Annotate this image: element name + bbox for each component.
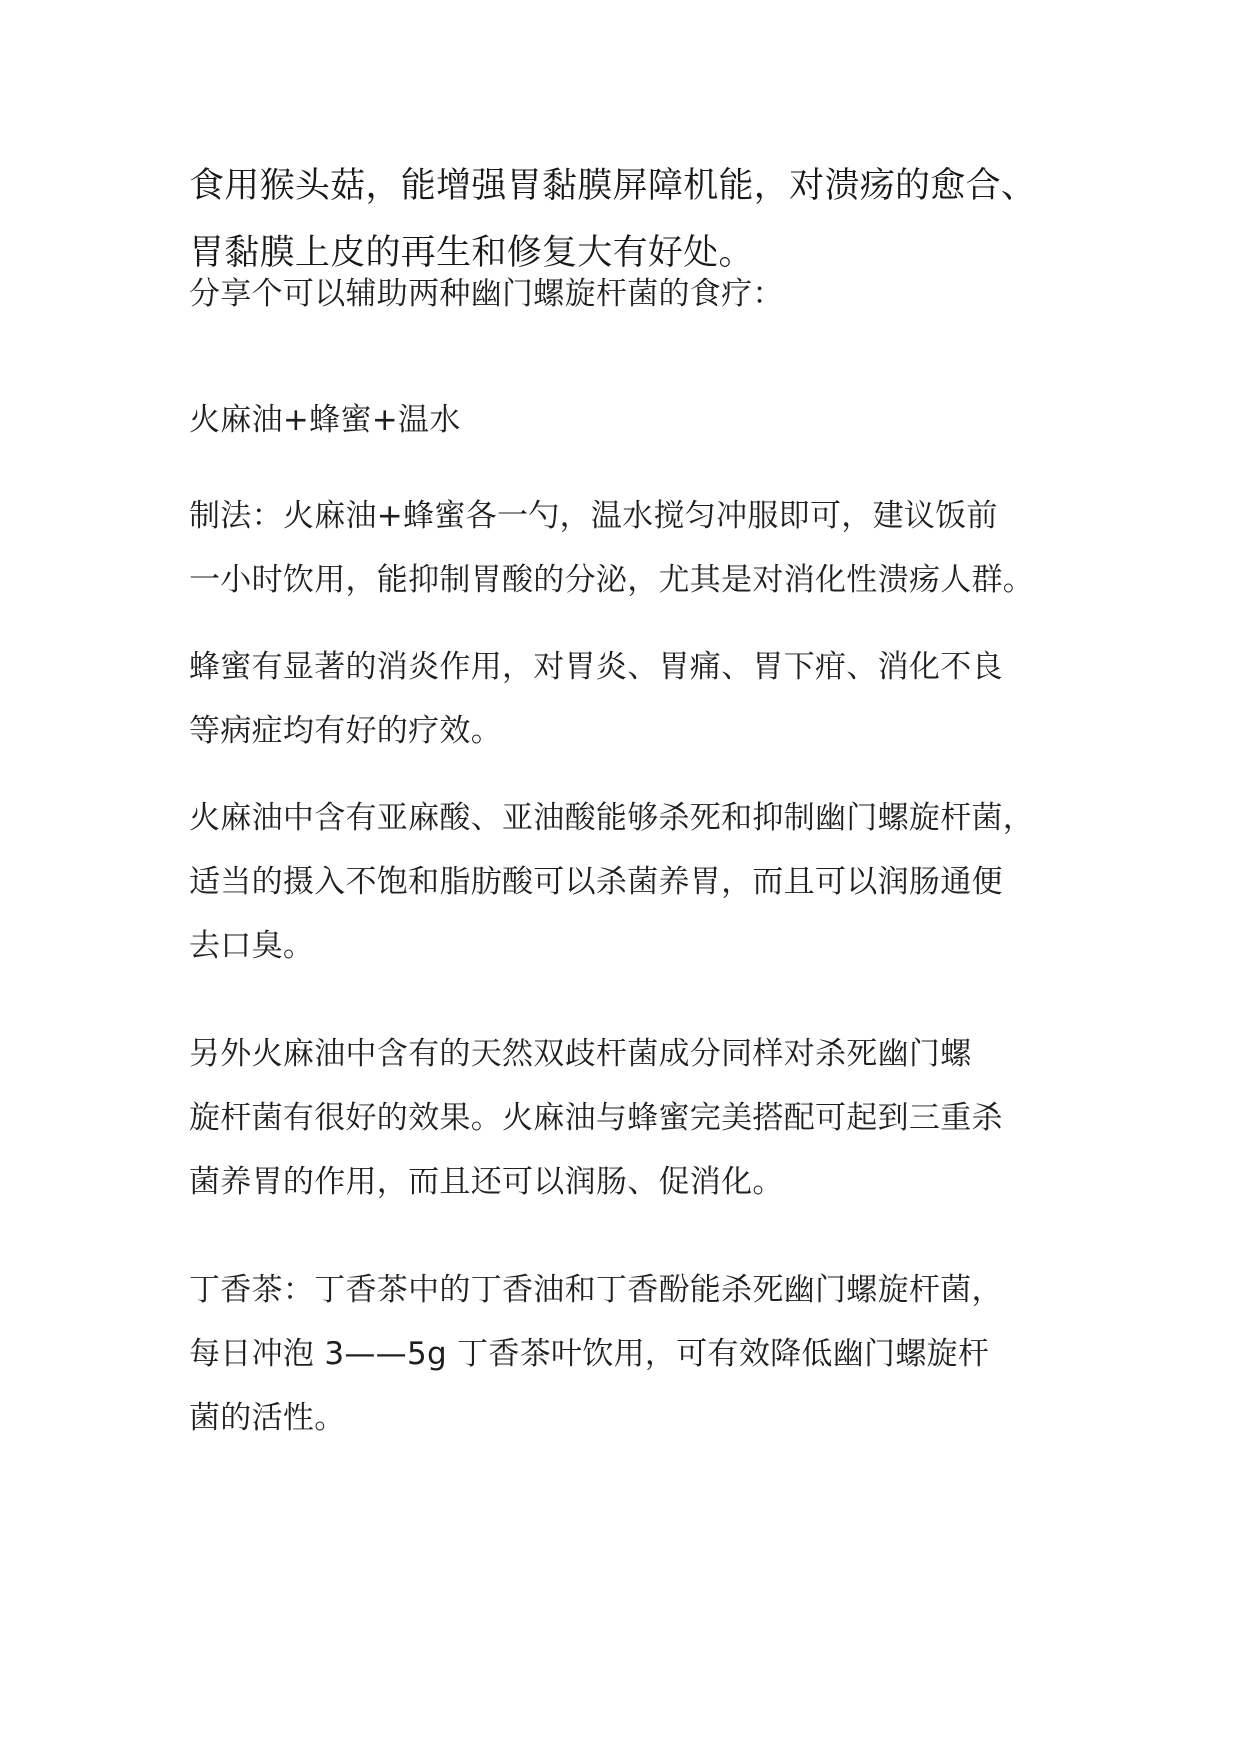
text-line: 旋杆菌有很好的效果。火麻油与蜂蜜完美搭配可起到三重杀 — [189, 1100, 1003, 1136]
text-line: 菌的活性。 — [189, 1400, 346, 1436]
clove-tea-paragraph — [189, 1258, 1089, 1450]
text-line: 丁香茶：丁香茶中的丁香油和丁香酚能杀死幽门螺旋杆菌， — [189, 1272, 1003, 1308]
recipe-title — [189, 388, 1089, 452]
text-line: 等病症均有好的疗效。 — [189, 713, 502, 749]
text-line: 另外火麻油中含有的天然双歧杆菌成分同样对杀死幽门螺 — [189, 1036, 972, 1072]
text-line: 每日冲泡 3——5g 丁香茶叶饮用，可有效降低幽门螺旋杆 — [189, 1336, 990, 1372]
text-line: 分享个可以辅助两种幽门螺旋杆菌的食疗： — [189, 276, 784, 312]
text-line: 适当的摄入不饱和脂肪酸可以杀菌养胃，而且可以润肠通便 — [189, 864, 1003, 900]
text-line: 火麻油中含有亚麻酸、亚油酸能够杀死和抑制幽门螺旋杆菌， — [189, 800, 1035, 836]
text-line: 火麻油+蜂蜜+温水 — [189, 402, 461, 438]
text-line: 去口臭。 — [189, 928, 315, 964]
text-line: 胃黏膜上皮的再生和修复大有好处。 — [189, 233, 754, 273]
bifidobacteria-paragraph — [189, 1022, 1089, 1214]
share-intro-paragraph — [189, 262, 1089, 326]
method-paragraph — [189, 484, 1089, 612]
text-line: 菌养胃的作用，而且还可以润肠、促消化。 — [189, 1164, 784, 1200]
hemp-oil-paragraph — [189, 786, 1089, 978]
honey-paragraph — [189, 635, 1089, 763]
text-line: 食用猴头菇，能增强胃黏膜屏障机能，对溃疡的愈合、 — [189, 166, 1037, 206]
text-line: 蜂蜜有显著的消炎作用，对胃炎、胃痛、胃下疳、消化不良 — [189, 649, 1003, 685]
text-line: 一小时饮用，能抑制胃酸的分泌，尤其是对消化性溃疡人群。 — [189, 562, 1035, 598]
text-line: 制法：火麻油+蜂蜜各一勺，温水搅匀冲服即可，建议饭前 — [189, 498, 998, 534]
